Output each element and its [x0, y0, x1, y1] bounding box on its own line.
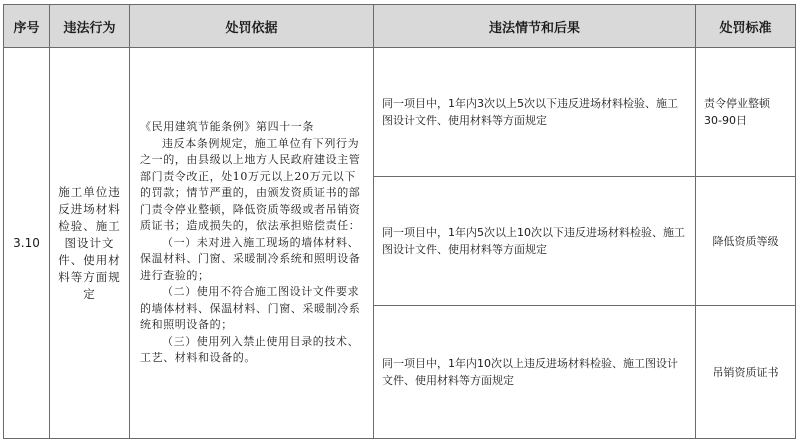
header-no: 序号 — [4, 5, 50, 48]
header-detail: 违法情节和后果 — [374, 5, 696, 48]
basis-paragraph: 违反本条例规定，施工单位有下列行为之一的，由县级以上地方人民政府建设主管部门责令改正，处10万元以上20万元以下的罚款；情节严重的，由颁发资质证书的部门责令停业整顿，降低资质等级或者吊销资质证书；造成损失的，依法承担赔偿责任： — [140, 136, 361, 233]
basis-item-2: （二）使用不符合施工图设计文件要求的墙体材料、保温材料、门窗、采暖制冷系统和照明设备的； — [140, 285, 361, 332]
header-act: 违法行为 — [50, 5, 130, 48]
basis-item-3: （三）使用列入禁止使用目录的技术、工艺、材料和设备的。 — [140, 334, 360, 365]
case-standard-1: 责令停业整顿30-90日 — [696, 48, 796, 177]
case-standard-3: 吊销资质证书 — [696, 306, 796, 439]
header-standard: 处罚标准 — [696, 5, 796, 48]
basis-item-1: （一）未对进入施工现场的墙体材料、保温材料、门窗、采暖制冷系统和照明设备进行查验的； — [140, 235, 361, 282]
header-row — [4, 5, 796, 48]
row-number: 3.10 — [4, 48, 50, 439]
penalty-basis — [130, 48, 374, 439]
case-detail-2: 同一项目中，1年内5次以上10次以下违反进场材料检验、施工图设计文件、使用材料等方面规定 — [374, 177, 696, 306]
header-basis: 处罚依据 — [130, 5, 374, 48]
violation-act: 施工单位违反进场材料检验、施工图设计文件、使用材料等方面规定 — [50, 48, 130, 439]
case-standard-2: 降低资质等级 — [696, 177, 796, 306]
basis-title: 《民用建筑节能条例》第四十一条 — [140, 120, 314, 134]
penalty-table — [3, 4, 796, 439]
case-detail-1: 同一项目中，1年内3次以上5次以下违反进场材料检验、施工图设计文件、使用材料等方面规定 — [374, 48, 696, 177]
case-detail-3: 同一项目中，1年内10次以上违反进场材料检验、施工图设计文件、使用材料等方面规定 — [374, 306, 696, 439]
table-row — [4, 48, 796, 177]
